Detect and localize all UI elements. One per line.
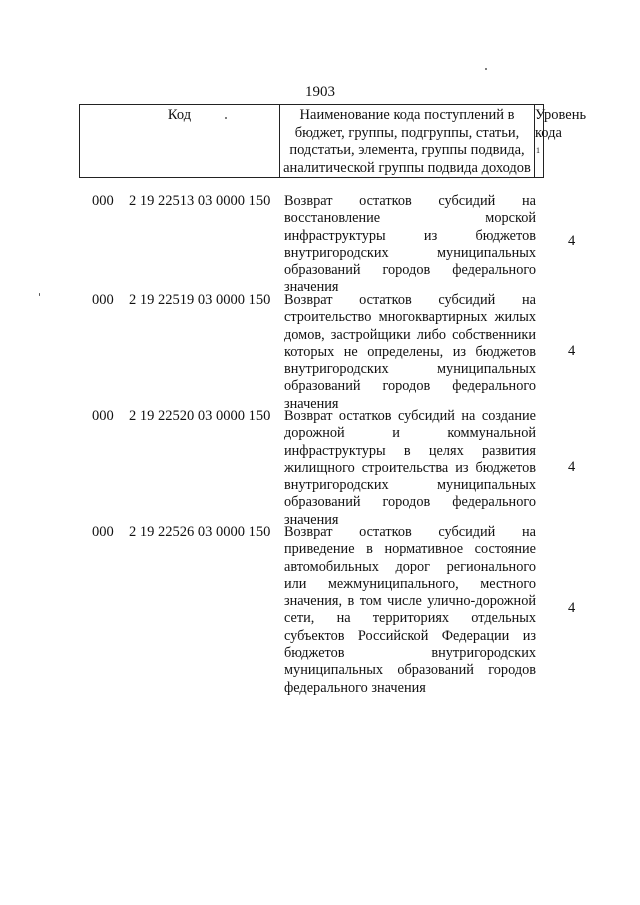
row-name-line: инфраструктуры в целях развития: [284, 442, 536, 459]
row-code: 2 19 22519 03 0000 150: [129, 292, 271, 308]
header-name-line: Наименование кода поступлений в: [299, 107, 515, 123]
row-name: [284, 292, 536, 413]
row-code: 2 19 22520 03 0000 150: [129, 408, 271, 424]
row-name-line: или межмуниципального, местного: [284, 575, 536, 592]
row-name-line: федерального значения: [284, 679, 426, 696]
header-name-line: подстатьи, элемента, группы подвида,: [289, 142, 525, 158]
row-name-line: образований городов федерального: [284, 262, 536, 279]
header-level-line: Уровень: [535, 107, 587, 123]
header-level-line: [535, 124, 562, 165]
header-name-line: аналитической группы подвида доходов: [283, 159, 531, 176]
table-header: [79, 104, 587, 178]
header-code: Код: [80, 105, 280, 178]
row-name-line: внутригородских муниципальных: [284, 477, 536, 494]
row-name-line: автомобильных дорог регионального: [284, 558, 536, 575]
row-name-line: внутригородских муниципальных: [284, 361, 536, 378]
row-name-line: дорожной и коммунальной: [284, 425, 536, 442]
row-name-line: Возврат остатков субсидий на создание: [284, 408, 536, 424]
row-prefix: 000: [92, 408, 114, 424]
row-name-line: бюджетов внутригородских: [284, 645, 536, 662]
row-name-line: муниципальных образований городов: [284, 662, 536, 679]
row-prefix: 000: [92, 193, 114, 209]
footnote-marker: 1: [536, 146, 540, 155]
row-name-line: инфраструктуры из бюджетов: [284, 227, 536, 244]
header-name-line: бюджет, группы, подгруппы, статьи,: [294, 124, 520, 141]
header-name: [280, 105, 535, 178]
row-name-line: значения: [284, 511, 339, 528]
row-name-line: образований городов федерального: [284, 494, 536, 511]
row-name-line: субъектов Российской Федерации из: [284, 627, 536, 644]
row-name: [284, 408, 536, 529]
row-level: 4: [568, 600, 576, 616]
row-name-line: образований городов федерального: [284, 378, 536, 395]
row-name-line: домов, застройщики либо собственники: [284, 326, 536, 343]
row-name-line: внутригородских муниципальных: [284, 244, 536, 261]
row-level: 4: [568, 233, 576, 249]
row-name-line: Возврат остатков субсидий на: [284, 193, 536, 209]
row-name-line: значения: [284, 395, 339, 412]
header-level-word: кода: [535, 124, 562, 141]
scan-speck: [39, 293, 40, 296]
row-code: 2 19 22526 03 0000 150: [129, 524, 271, 540]
row-name: [284, 524, 536, 697]
row-name-line: строительство многоквартирных жилых: [284, 309, 536, 326]
row-name-line: значения, в том числе улично-дорожной: [284, 593, 536, 610]
row-code: 2 19 22513 03 0000 150: [129, 193, 271, 209]
row-name-line: приведение в нормативное состояние: [284, 541, 536, 558]
row-name-line: восстановление морской: [284, 210, 536, 227]
row-name-line: Возврат остатков субсидий на: [284, 524, 536, 540]
header-level: [535, 105, 587, 178]
row-name: [284, 193, 536, 297]
row-name-line: которых не определены, из бюджетов: [284, 343, 536, 360]
row-prefix: 000: [92, 292, 114, 308]
scan-speck: [485, 68, 487, 70]
row-name-line: сети, на территориях отдельных: [284, 610, 536, 627]
row-name-line: жилищного строительства из бюджетов: [284, 459, 536, 476]
scan-speck: [225, 117, 227, 119]
row-level: 4: [568, 459, 576, 475]
row-level: 4: [568, 343, 576, 359]
row-prefix: 000: [92, 524, 114, 540]
row-name-line: значения: [284, 279, 339, 296]
row-name-line: Возврат остатков субсидий на: [284, 292, 536, 308]
page-number: 1903: [305, 84, 335, 100]
